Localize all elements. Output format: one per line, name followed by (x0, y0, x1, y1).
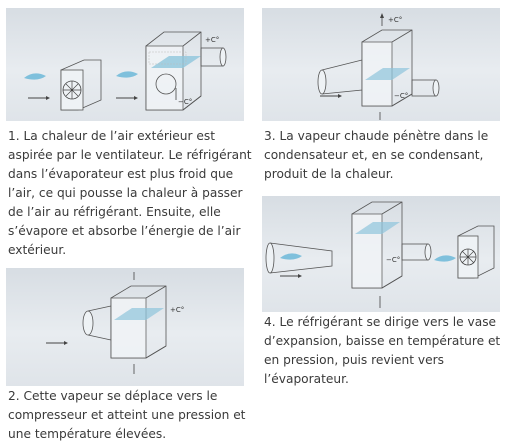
label-cold: −C° (178, 98, 193, 106)
step-1-illustration (6, 8, 244, 121)
step-4-caption: 4. Le réfrigérant se dirige vers le vase d’expansion, baisse en température et en pression, puis revient vers l’évaporateur. (264, 315, 501, 386)
air-flow-icon (116, 71, 138, 77)
compressor-diagram (6, 268, 244, 386)
condenser-diagram (262, 8, 500, 121)
step-2-illustration (6, 268, 244, 386)
compressor-box (111, 286, 166, 358)
expansion-box (352, 202, 402, 288)
label-cold: −C° (386, 256, 401, 264)
air-flow-icon (24, 73, 46, 79)
step-4-illustration (262, 196, 500, 312)
air-flow-icon (280, 253, 302, 259)
label-hot: +C° (170, 306, 185, 314)
label-hot: +C° (388, 16, 403, 24)
step-3-caption: 3. La vapeur chaude pénètre dans le condensateur et, en se condensant, produit de la chaleur. (264, 129, 489, 181)
arrowhead-icon (46, 96, 50, 100)
label-cold: −C° (394, 92, 409, 100)
label-hot: +C° (205, 36, 220, 44)
fan-box (458, 226, 494, 278)
evaporator-fan-diagram (6, 8, 244, 121)
fan-box (61, 60, 101, 110)
expansion-valve-diagram (262, 196, 500, 312)
step-1-caption: 1. La chaleur de l’air extérieur est aspirée par le ventilateur. Le réfrigérant dans l’évaporateur est plus froid que l’air, ce qui pousse la chaleur à passer de l’air au réfrigérant. Ensuite, elle s’évapore et absorbe l’énergie de l’air extérieur. (8, 129, 252, 257)
air-flow-icon (434, 255, 456, 261)
step-2-caption: 2. Cette vapeur se déplace vers le compresseur et atteint une pression et une température élevées. (8, 389, 246, 441)
step-3-illustration (262, 8, 500, 121)
